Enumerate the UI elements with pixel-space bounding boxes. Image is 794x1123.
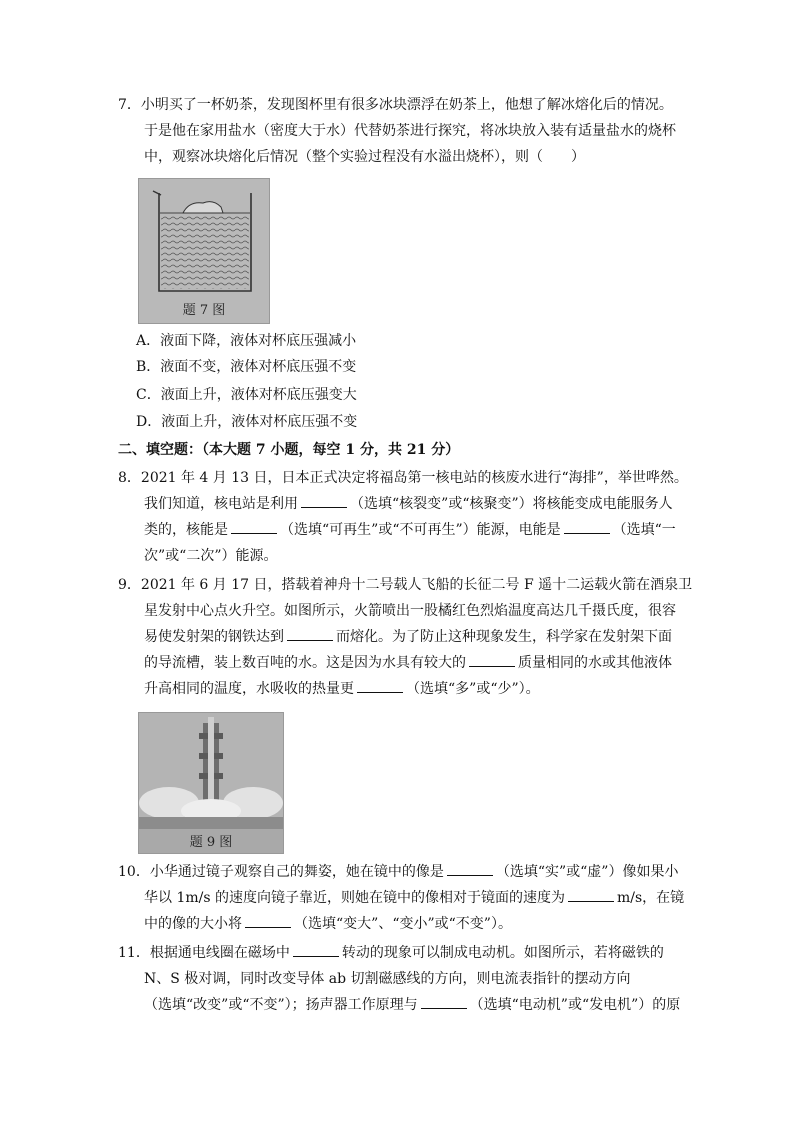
q8-line-3-b: （选填“可再生”或“不可再生”）能源，电能是 <box>280 522 561 538</box>
q10-line-1-a: 10．小华通过镜子观察自己的舞姿，她在镜中的像是 <box>118 864 444 880</box>
q9-blank-1[interactable] <box>287 626 333 641</box>
q8-line-1: 8．2021 年 4 月 13 日，日本正式决定将福岛第一核电站的核废水进行“海排”，举世哗然。 <box>118 470 688 486</box>
q10-line-3-a: 中的像的大小将 <box>144 916 242 932</box>
q11-line-3-b: （选填“电动机”或“发电机”）的原 <box>469 997 681 1013</box>
q10-line-2 <box>118 885 685 911</box>
q7-option-c: C．液面上升，液体对杯底压强变大 <box>136 387 357 403</box>
q10-line-1-b: （选填“实”或“虚”）像如果小 <box>495 864 679 880</box>
q8-blank-3[interactable] <box>564 519 610 534</box>
q10-line-3 <box>118 911 678 937</box>
q10-line-3-b: （选填“变大”、“变小”或“不变”）。 <box>294 916 512 932</box>
q11-line-1-b: 转动的现象可以制成电动机。如图所示，若将磁铁的 <box>341 945 664 961</box>
figure-9-rocket-launch <box>138 712 284 854</box>
q8-line-2-b: （选填“核裂变”或“核聚变”）将核能变成电能服务人 <box>350 496 673 512</box>
q7-option-a: A．液面下降，液体对杯底压强减小 <box>136 333 357 349</box>
q11-blank-2[interactable] <box>421 994 467 1009</box>
q11-line-1-a: 11．根据通电线圈在磁场中 <box>118 945 290 961</box>
figure-7-caption: 题 7 图 <box>182 303 226 318</box>
q8-line-3-a: 类的，核能是 <box>144 522 228 538</box>
q9-blank-3[interactable] <box>357 678 403 693</box>
q8-line-2-a: 我们知道，核电站是利用 <box>144 496 298 512</box>
q11-line-3 <box>118 992 681 1018</box>
q9-blank-2[interactable] <box>469 652 515 667</box>
q9-line-1: 9．2021 年 6 月 17 日，搭载着神舟十二号载人飞船的长征二号 F 遥十二运载火箭在酒泉卫 <box>118 577 693 593</box>
question-9 <box>118 572 693 702</box>
q10-blank-3[interactable] <box>245 913 291 928</box>
question-8 <box>118 465 688 569</box>
question-7 <box>118 92 678 170</box>
q9-line-4 <box>118 650 678 676</box>
q7-line-2: 于是他在家用盐水（密度大于水）代替奶茶进行探究，将冰块放入装有适量盐水的烧杯 <box>144 123 676 139</box>
beaker-illustration <box>139 179 269 297</box>
figure-7-beaker <box>138 178 270 324</box>
q8-line-3-c: （选填“一 <box>612 522 676 538</box>
q8-line-2 <box>118 491 678 517</box>
q7-option-b: B．液面不变，液体对杯底压强不变 <box>136 359 357 375</box>
q10-line-2-b: m/s，在镜 <box>616 890 685 906</box>
q9-line-3 <box>118 624 678 650</box>
q10-line-2-a: 华以 1m/s 的速度向镜子靠近，则她在镜中的像相对于镜面的速度为 <box>144 890 565 906</box>
figure-9-caption: 题 9 图 <box>189 835 233 850</box>
q9-line-3-b: 而熔化。为了防止这种现象发生，科学家在发射架下面 <box>336 629 672 645</box>
section-2-title: 二、填空题：（本大题 7 小题，每空 1 分，共 21 分） <box>118 442 460 458</box>
q8-blank-1[interactable] <box>301 493 347 508</box>
q9-line-4-a: 的导流槽，装上数百吨的水。这是因为水具有较大的 <box>144 655 466 671</box>
q9-line-4-b: 质量相同的水或其他液体 <box>518 655 672 671</box>
question-11 <box>118 940 681 1018</box>
q9-line-2: 星发射中心点火升空。如图所示，火箭喷出一股橘红色烈焰温度高达几千摄氏度，很容 <box>144 603 676 619</box>
q11-line-2: N、S 极对调，同时改变导体 ab 切割磁感线的方向，则电流表指针的摆动方向 <box>144 971 631 987</box>
q11-blank-1[interactable] <box>293 942 339 957</box>
q9-line-3-a: 易使发射架的钢铁达到 <box>144 629 284 645</box>
q8-line-3 <box>118 517 678 543</box>
q8-blank-2[interactable] <box>231 519 277 534</box>
q11-line-1 <box>118 940 678 966</box>
q9-line-5-a: 升高相同的温度，水吸收的热量更 <box>144 681 354 697</box>
q7-line-3: 中，观察冰块熔化后情况（整个实验过程没有水溢出烧杯），则（ ） <box>144 149 585 165</box>
q7-option-d: D．液面上升，液体对杯底压强不变 <box>136 414 358 430</box>
rocket-launch-photo <box>139 713 283 829</box>
q10-blank-2[interactable] <box>568 887 614 902</box>
question-10 <box>118 859 685 937</box>
q10-line-1 <box>118 859 678 885</box>
q10-blank-1[interactable] <box>447 861 493 876</box>
q7-line-1: 7．小明买了一杯奶茶，发现图杯里有很多冰块漂浮在奶茶上，他想了解冰熔化后的情况。 <box>118 97 673 113</box>
q8-line-4: 次”或“二次”）能源。 <box>144 548 278 564</box>
q9-line-5-b: （选填“多”或“少”）。 <box>406 681 540 697</box>
q11-line-3-a: （选填“改变”或“不变”）；扬声器工作原理与 <box>144 997 418 1013</box>
q9-line-5 <box>118 676 678 702</box>
